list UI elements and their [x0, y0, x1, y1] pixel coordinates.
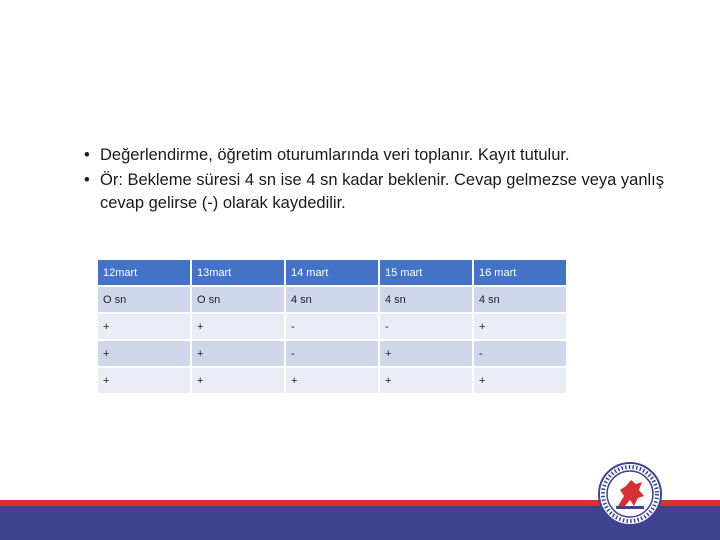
table-row	[98, 368, 566, 393]
table-cell: +	[192, 314, 284, 339]
bullet-list	[84, 144, 704, 217]
table-row	[98, 341, 566, 366]
table-header-cell: 12mart	[98, 260, 190, 285]
bullet-item: • Ör: Bekleme süresi 4 sn ise 4 sn kadar beklenir. Cevap gelmezse veya yanlış cevap gelirse (-) olarak kaydedilir.	[84, 169, 704, 215]
university-seal-icon	[598, 462, 662, 526]
table-cell: O sn	[98, 287, 190, 312]
table-cell: +	[98, 368, 190, 393]
table-cell: +	[98, 314, 190, 339]
table-cell: +	[192, 368, 284, 393]
table-row	[98, 287, 566, 312]
table-cell: +	[474, 314, 566, 339]
table-header-cell: 16 mart	[474, 260, 566, 285]
observation-table	[96, 258, 568, 395]
table-cell: -	[380, 314, 472, 339]
table-row	[98, 314, 566, 339]
table-cell: -	[474, 341, 566, 366]
table-cell: 4 sn	[474, 287, 566, 312]
bullet-item: • Değerlendirme, öğretim oturumlarında veri toplanır. Kayıt tutulur.	[84, 144, 704, 167]
table-cell: +	[474, 368, 566, 393]
table-header-cell: 14 mart	[286, 260, 378, 285]
table-cell: +	[380, 341, 472, 366]
table-cell: +	[98, 341, 190, 366]
table-cell: +	[192, 341, 284, 366]
table-cell: +	[286, 368, 378, 393]
table-cell: -	[286, 341, 378, 366]
table-header-cell: 13mart	[192, 260, 284, 285]
table-cell: 4 sn	[286, 287, 378, 312]
table-header-row	[98, 260, 566, 285]
table-cell: +	[380, 368, 472, 393]
table-header-cell: 15 mart	[380, 260, 472, 285]
table-cell: 4 sn	[380, 287, 472, 312]
table-cell: -	[286, 314, 378, 339]
table-cell: O sn	[192, 287, 284, 312]
